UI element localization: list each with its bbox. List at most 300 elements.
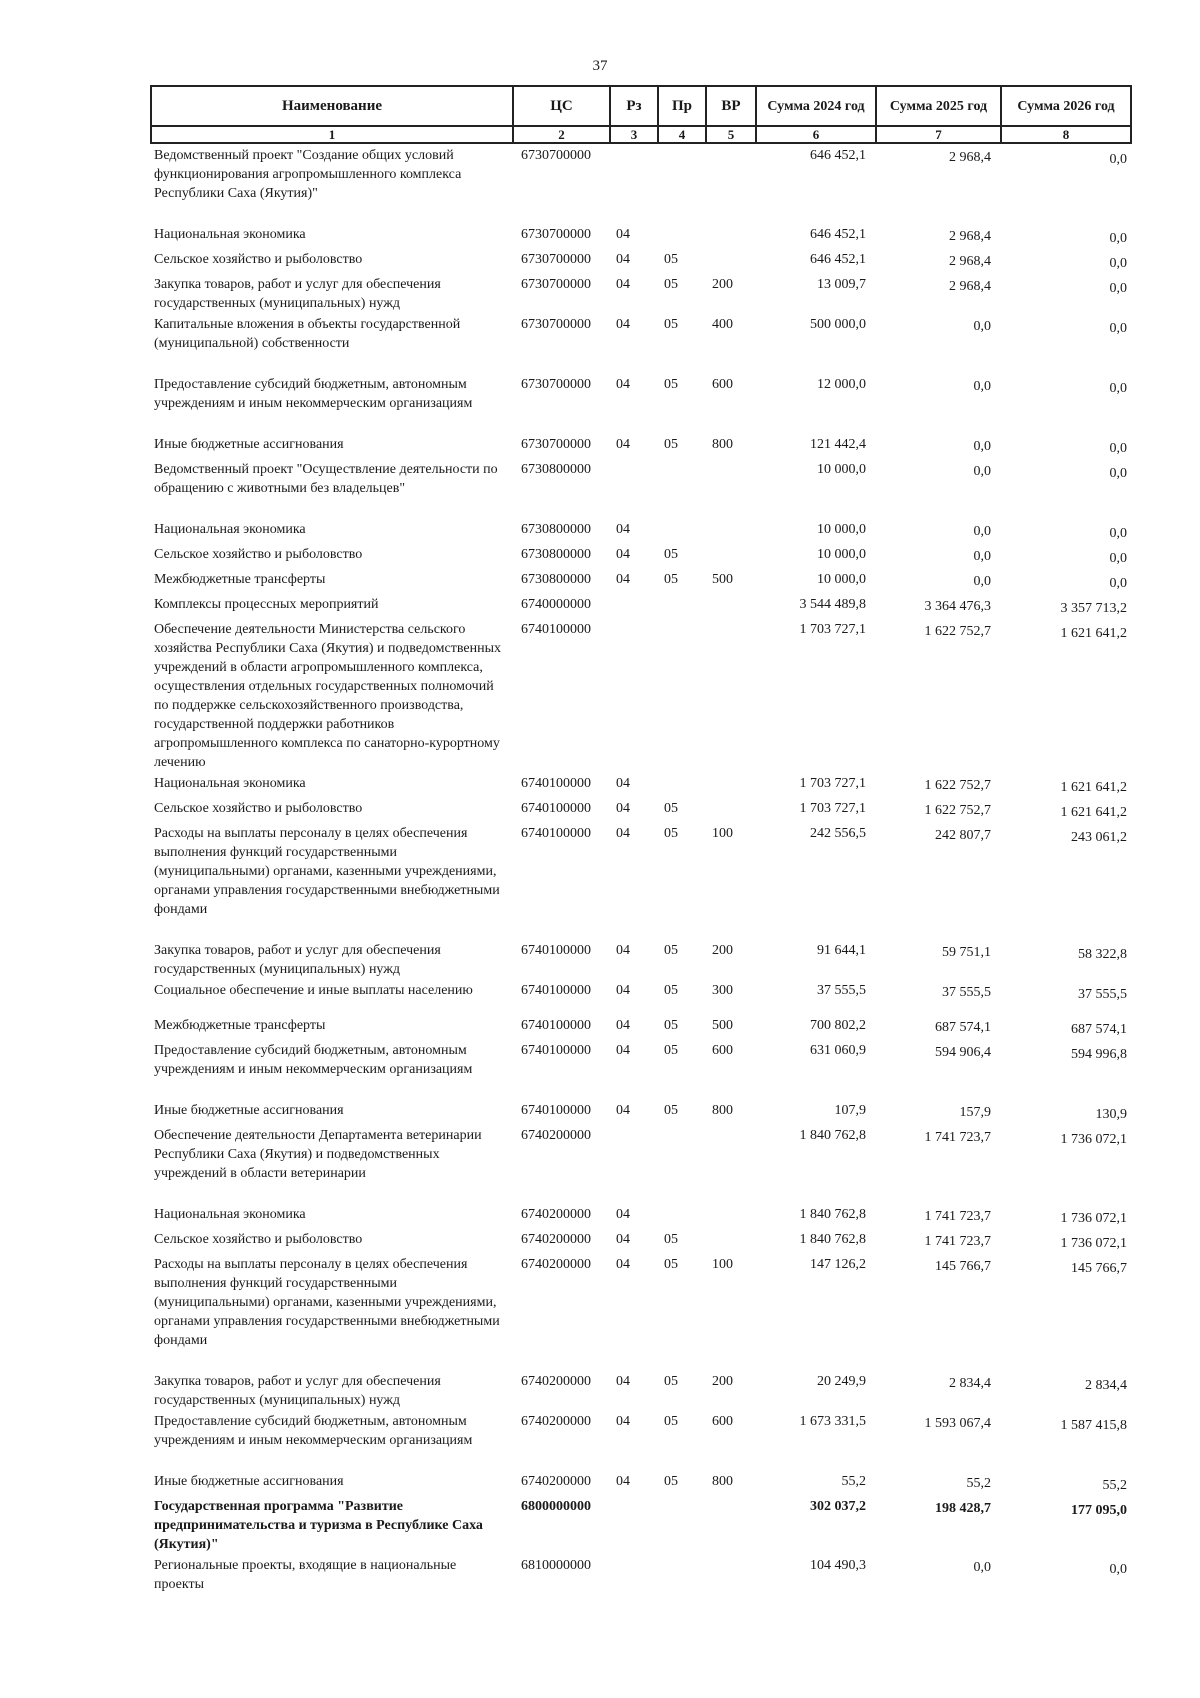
row-spacer xyxy=(151,1079,1131,1099)
row-sum-2025: 2 968,4 xyxy=(949,150,991,165)
row-sum-2024: 10 000,0 xyxy=(817,547,866,562)
row-cs: 6740200000 xyxy=(521,1474,591,1489)
row-cs: 6740200000 xyxy=(521,1207,591,1222)
column-number: 7 xyxy=(876,126,1001,143)
row-pr xyxy=(658,618,706,772)
row-sum-2026: 0,0 xyxy=(1109,526,1127,541)
row-pr: 05 xyxy=(664,437,678,452)
table-row xyxy=(151,1014,1131,1039)
row-sum-2024: 121 442,4 xyxy=(810,437,866,452)
row-vr: 100 xyxy=(712,1257,733,1272)
row-sum-2024: 242 556,5 xyxy=(810,826,866,841)
row-cs: 6730700000 xyxy=(521,227,591,242)
row-name: Обеспечение деятельности Департамента ветеринарии Республики Саха (Якутия) и подведомственных учреждений в области ветеринарии xyxy=(154,1128,482,1181)
row-sum-2026: 2 834,4 xyxy=(1085,1378,1127,1393)
row-rz xyxy=(610,1495,658,1554)
row-sum-2024: 646 452,1 xyxy=(810,148,866,163)
row-rz xyxy=(610,458,658,498)
row-sum-2024: 1 703 727,1 xyxy=(799,622,866,637)
row-vr xyxy=(706,1203,756,1228)
row-pr: 05 xyxy=(664,317,678,332)
row-pr xyxy=(658,1554,706,1594)
row-rz: 04 xyxy=(616,277,630,292)
row-spacer xyxy=(151,413,1131,433)
row-rz xyxy=(610,618,658,772)
row-spacer xyxy=(151,1183,1131,1203)
row-vr: 400 xyxy=(712,317,733,332)
table-row xyxy=(151,1099,1131,1124)
row-name: Иные бюджетные ассигнования xyxy=(154,1474,344,1489)
row-vr xyxy=(706,1554,756,1594)
header-sum-2024: Сумма 2024 год xyxy=(756,86,876,126)
table-row xyxy=(151,1253,1131,1350)
row-sum-2024: 1 703 727,1 xyxy=(799,801,866,816)
row-cs: 6810000000 xyxy=(521,1558,591,1573)
row-name: Национальная экономика xyxy=(154,227,306,242)
row-sum-2026: 0,0 xyxy=(1109,576,1127,591)
row-cs: 6740200000 xyxy=(521,1257,591,1272)
row-pr: 05 xyxy=(664,1257,678,1272)
table-row xyxy=(151,433,1131,458)
row-vr xyxy=(706,593,756,618)
row-rz: 04 xyxy=(616,1207,630,1222)
row-vr: 200 xyxy=(712,1374,733,1389)
column-number: 1 xyxy=(151,126,513,143)
row-sum-2025: 55,2 xyxy=(966,1476,991,1491)
row-sum-2026: 1 736 072,1 xyxy=(1060,1211,1127,1226)
row-spacer xyxy=(151,203,1131,223)
table-row xyxy=(151,248,1131,273)
row-sum-2026: 3 357 713,2 xyxy=(1060,601,1127,616)
row-sum-2024: 10 000,0 xyxy=(817,462,866,477)
column-number: 2 xyxy=(513,126,610,143)
table-row xyxy=(151,593,1131,618)
row-vr: 500 xyxy=(712,1018,733,1033)
row-sum-2026: 594 996,8 xyxy=(1071,1047,1127,1062)
row-cs: 6740100000 xyxy=(521,1043,591,1058)
row-cs: 6740000000 xyxy=(521,597,591,612)
row-pr: 05 xyxy=(664,943,678,958)
row-sum-2026: 0,0 xyxy=(1109,256,1127,271)
row-sum-2026: 130,9 xyxy=(1095,1107,1127,1122)
row-sum-2025: 0,0 xyxy=(973,549,991,564)
table-row xyxy=(151,1410,1131,1450)
row-cs: 6740100000 xyxy=(521,943,591,958)
table-row xyxy=(151,543,1131,568)
row-vr: 200 xyxy=(712,277,733,292)
row-vr xyxy=(706,248,756,273)
header-name: Наименование xyxy=(151,86,513,126)
table-row xyxy=(151,1554,1131,1594)
row-rz: 04 xyxy=(616,547,630,562)
row-name: Капитальные вложения в объекты государственной (муниципальной) собственности xyxy=(154,317,461,351)
row-sum-2025: 687 574,1 xyxy=(935,1020,991,1035)
row-sum-2026: 0,0 xyxy=(1109,1562,1127,1577)
table-row xyxy=(151,313,1131,353)
row-sum-2026: 58 322,8 xyxy=(1078,947,1127,962)
row-pr: 05 xyxy=(664,1043,678,1058)
row-pr: 05 xyxy=(664,252,678,267)
page-number: 37 xyxy=(592,58,608,74)
row-vr xyxy=(706,543,756,568)
row-sum-2025: 242 807,7 xyxy=(935,828,991,843)
row-name: Иные бюджетные ассигнования xyxy=(154,437,344,452)
row-sum-2025: 0,0 xyxy=(973,574,991,589)
row-sum-2024: 13 009,7 xyxy=(817,277,866,292)
row-sum-2024: 55,2 xyxy=(841,1474,866,1489)
row-sum-2025: 1 622 752,7 xyxy=(924,803,991,818)
row-sum-2026: 0,0 xyxy=(1109,152,1127,167)
row-sum-2026: 0,0 xyxy=(1109,281,1127,296)
table-body xyxy=(151,143,1131,1594)
table-row xyxy=(151,979,1131,1004)
row-sum-2026: 1 736 072,1 xyxy=(1060,1236,1127,1251)
row-name: Сельское хозяйство и рыболовство xyxy=(154,1232,363,1247)
row-sum-2025: 1 741 723,7 xyxy=(924,1209,991,1224)
row-vr xyxy=(706,458,756,498)
row-sum-2024: 1 840 762,8 xyxy=(799,1128,866,1143)
row-cs: 6740200000 xyxy=(521,1374,591,1389)
table-row xyxy=(151,458,1131,498)
row-sum-2026: 0,0 xyxy=(1109,441,1127,456)
row-vr xyxy=(706,797,756,822)
row-cs: 6730800000 xyxy=(521,462,591,477)
row-sum-2024: 12 000,0 xyxy=(817,377,866,392)
row-name: Межбюджетные трансферты xyxy=(154,1018,326,1033)
row-rz: 04 xyxy=(616,1232,630,1247)
row-sum-2026: 0,0 xyxy=(1109,381,1127,396)
row-rz: 04 xyxy=(616,1374,630,1389)
row-name: Национальная экономика xyxy=(154,776,306,791)
table-row xyxy=(151,1039,1131,1079)
row-sum-2024: 1 703 727,1 xyxy=(799,776,866,791)
row-cs: 6740100000 xyxy=(521,801,591,816)
header-sum-2025: Сумма 2025 год xyxy=(876,86,1001,126)
row-sum-2025: 0,0 xyxy=(973,524,991,539)
table-row xyxy=(151,1124,1131,1183)
row-name: Ведомственный проект "Осуществление деятельности по обращению с животными без владельцев" xyxy=(154,462,498,496)
row-sum-2026: 1 621 641,2 xyxy=(1060,626,1127,641)
row-sum-2026: 1 621 641,2 xyxy=(1060,780,1127,795)
row-sum-2025: 37 555,5 xyxy=(942,985,991,1000)
row-rz: 04 xyxy=(616,1474,630,1489)
row-cs: 6730700000 xyxy=(521,148,591,163)
row-sum-2024: 631 060,9 xyxy=(810,1043,866,1058)
row-cs: 6740100000 xyxy=(521,1018,591,1033)
table-row xyxy=(151,273,1131,313)
row-vr xyxy=(706,518,756,543)
row-rz xyxy=(610,1124,658,1183)
row-sum-2025: 2 834,4 xyxy=(949,1376,991,1391)
row-sum-2026: 1 621 641,2 xyxy=(1060,805,1127,820)
row-name: Закупка товаров, работ и услуг для обеспечения государственных (муниципальных) нужд xyxy=(154,1374,441,1408)
table-row xyxy=(151,143,1131,203)
header-vr: ВР xyxy=(706,86,756,126)
row-pr: 05 xyxy=(664,1374,678,1389)
row-pr xyxy=(658,772,706,797)
row-sum-2026: 37 555,5 xyxy=(1078,987,1127,1002)
table-row xyxy=(151,373,1131,413)
row-name: Национальная экономика xyxy=(154,1207,306,1222)
table-row xyxy=(151,797,1131,822)
row-sum-2024: 700 802,2 xyxy=(810,1018,866,1033)
row-cs: 6730700000 xyxy=(521,252,591,267)
row-sum-2026: 1 736 072,1 xyxy=(1060,1132,1127,1147)
row-sum-2025: 3 364 476,3 xyxy=(924,599,991,614)
row-name: Сельское хозяйство и рыболовство xyxy=(154,547,363,562)
row-sum-2024: 646 452,1 xyxy=(810,252,866,267)
row-sum-2025: 1 593 067,4 xyxy=(924,1416,991,1431)
row-sum-2026: 0,0 xyxy=(1109,321,1127,336)
row-name: Межбюджетные трансферты xyxy=(154,572,326,587)
row-sum-2025: 1 741 723,7 xyxy=(924,1234,991,1249)
row-cs: 6730800000 xyxy=(521,522,591,537)
row-sum-2025: 2 968,4 xyxy=(949,254,991,269)
row-sum-2026: 1 587 415,8 xyxy=(1060,1418,1127,1433)
row-vr: 800 xyxy=(712,437,733,452)
table-row xyxy=(151,1495,1131,1554)
row-cs: 6740200000 xyxy=(521,1414,591,1429)
row-sum-2025: 0,0 xyxy=(973,464,991,479)
row-cs: 6730800000 xyxy=(521,547,591,562)
row-rz: 04 xyxy=(616,1414,630,1429)
row-sum-2024: 1 673 331,5 xyxy=(799,1414,866,1429)
row-pr: 05 xyxy=(664,983,678,998)
budget-table xyxy=(150,85,1132,1594)
row-sum-2025: 0,0 xyxy=(973,319,991,334)
row-cs: 6740100000 xyxy=(521,622,591,637)
row-rz: 04 xyxy=(616,826,630,841)
table-row xyxy=(151,1228,1131,1253)
row-cs: 6740100000 xyxy=(521,776,591,791)
row-sum-2025: 1 741 723,7 xyxy=(924,1130,991,1145)
row-sum-2025: 198 428,7 xyxy=(935,1501,991,1516)
row-rz: 04 xyxy=(616,801,630,816)
row-sum-2026: 177 095,0 xyxy=(1071,1503,1127,1518)
row-vr xyxy=(706,143,756,203)
row-cs: 6730700000 xyxy=(521,377,591,392)
row-pr xyxy=(658,1203,706,1228)
row-name: Сельское хозяйство и рыболовство xyxy=(154,801,363,816)
row-vr: 600 xyxy=(712,377,733,392)
table-row xyxy=(151,568,1131,593)
table-row xyxy=(151,618,1131,772)
row-cs: 6740100000 xyxy=(521,983,591,998)
row-vr xyxy=(706,1495,756,1554)
row-rz: 04 xyxy=(616,1018,630,1033)
table-row xyxy=(151,1203,1131,1228)
row-cs: 6730700000 xyxy=(521,317,591,332)
row-pr: 05 xyxy=(664,1232,678,1247)
row-rz: 04 xyxy=(616,943,630,958)
table-row xyxy=(151,822,1131,919)
row-pr xyxy=(658,1124,706,1183)
row-rz: 04 xyxy=(616,1257,630,1272)
row-rz: 04 xyxy=(616,572,630,587)
column-number: 6 xyxy=(756,126,876,143)
row-sum-2024: 104 490,3 xyxy=(810,1558,866,1573)
row-pr: 05 xyxy=(664,1018,678,1033)
row-sum-2024: 10 000,0 xyxy=(817,572,866,587)
row-rz: 04 xyxy=(616,522,630,537)
row-pr: 05 xyxy=(664,1414,678,1429)
row-rz: 04 xyxy=(616,1103,630,1118)
row-rz: 04 xyxy=(616,776,630,791)
row-name: Сельское хозяйство и рыболовство xyxy=(154,252,363,267)
row-sum-2026: 0,0 xyxy=(1109,551,1127,566)
row-cs: 6800000000 xyxy=(521,1499,591,1514)
row-pr: 05 xyxy=(664,377,678,392)
row-name: Комплексы процессных мероприятий xyxy=(154,597,379,612)
row-rz xyxy=(610,1554,658,1594)
row-sum-2025: 59 751,1 xyxy=(942,945,991,960)
row-vr xyxy=(706,223,756,248)
row-vr: 600 xyxy=(712,1414,733,1429)
row-vr: 200 xyxy=(712,943,733,958)
row-sum-2026: 687 574,1 xyxy=(1071,1022,1127,1037)
header-rz: Рз xyxy=(610,86,658,126)
row-name: Расходы на выплаты персоналу в целях обеспечения выполнения функций государственными (муниципальными) органами, казенными учреждениями, органами управления государственными внебюджетными фондами xyxy=(154,826,500,917)
column-number-row xyxy=(151,126,1131,143)
header-cs: ЦС xyxy=(513,86,610,126)
row-cs: 6740100000 xyxy=(521,826,591,841)
row-rz xyxy=(610,143,658,203)
row-pr: 05 xyxy=(664,1474,678,1489)
row-pr: 05 xyxy=(664,801,678,816)
row-name: Предоставление субсидий бюджетным, автономным учреждениям и иным некоммерческим организациям xyxy=(154,1414,473,1448)
row-sum-2026: 0,0 xyxy=(1109,231,1127,246)
row-pr xyxy=(658,1495,706,1554)
row-name: Ведомственный проект "Создание общих условий функционирования агропромышленного комплекса Республики Саха (Якутия)" xyxy=(154,148,462,201)
row-vr: 600 xyxy=(712,1043,733,1058)
row-pr: 05 xyxy=(664,826,678,841)
row-vr xyxy=(706,772,756,797)
row-pr xyxy=(658,458,706,498)
row-name: Иные бюджетные ассигнования xyxy=(154,1103,344,1118)
row-spacer xyxy=(151,919,1131,939)
row-sum-2024: 302 037,2 xyxy=(810,1499,866,1514)
row-spacer xyxy=(151,1350,1131,1370)
row-sum-2025: 594 906,4 xyxy=(935,1045,991,1060)
row-sum-2026: 145 766,7 xyxy=(1071,1261,1127,1276)
row-name: Предоставление субсидий бюджетным, автономным учреждениям и иным некоммерческим организациям xyxy=(154,377,473,411)
column-number: 8 xyxy=(1001,126,1131,143)
table-row xyxy=(151,1470,1131,1495)
row-sum-2025: 0,0 xyxy=(973,1560,991,1575)
row-rz: 04 xyxy=(616,317,630,332)
row-name: Расходы на выплаты персоналу в целях обеспечения выполнения функций государственными (муниципальными) органами, казенными учреждениями, органами управления государственными внебюджетными фондами xyxy=(154,1257,500,1348)
row-cs: 6730700000 xyxy=(521,277,591,292)
row-vr: 500 xyxy=(712,572,733,587)
header-row xyxy=(151,86,1131,126)
row-sum-2025: 1 622 752,7 xyxy=(924,778,991,793)
row-name: Национальная экономика xyxy=(154,522,306,537)
table-row xyxy=(151,772,1131,797)
row-sum-2025: 0,0 xyxy=(973,439,991,454)
row-pr: 05 xyxy=(664,547,678,562)
row-sum-2025: 2 968,4 xyxy=(949,279,991,294)
row-vr xyxy=(706,618,756,772)
row-sum-2025: 0,0 xyxy=(973,379,991,394)
row-vr: 800 xyxy=(712,1474,733,1489)
row-vr xyxy=(706,1228,756,1253)
row-name: Предоставление субсидий бюджетным, автономным учреждениям и иным некоммерческим организациям xyxy=(154,1043,473,1077)
row-rz: 04 xyxy=(616,437,630,452)
row-name: Закупка товаров, работ и услуг для обеспечения государственных (муниципальных) нужд xyxy=(154,943,441,977)
row-sum-2024: 91 644,1 xyxy=(817,943,866,958)
row-pr xyxy=(658,143,706,203)
row-vr: 800 xyxy=(712,1103,733,1118)
row-sum-2024: 500 000,0 xyxy=(810,317,866,332)
row-pr: 05 xyxy=(664,572,678,587)
row-sum-2024: 147 126,2 xyxy=(810,1257,866,1272)
column-number: 4 xyxy=(658,126,706,143)
row-sum-2026: 243 061,2 xyxy=(1071,830,1127,845)
row-cs: 6740200000 xyxy=(521,1128,591,1143)
row-rz: 04 xyxy=(616,983,630,998)
column-number: 3 xyxy=(610,126,658,143)
row-name: Государственная программа "Развитие предпринимательства и туризма в Республике Саха (Якутия)" xyxy=(154,1499,483,1552)
row-name: Закупка товаров, работ и услуг для обеспечения государственных (муниципальных) нужд xyxy=(154,277,441,311)
table-row xyxy=(151,939,1131,979)
row-sum-2026: 0,0 xyxy=(1109,466,1127,481)
row-spacer xyxy=(151,353,1131,373)
row-vr xyxy=(706,1124,756,1183)
row-pr: 05 xyxy=(664,277,678,292)
row-sum-2024: 37 555,5 xyxy=(817,983,866,998)
row-cs: 6740200000 xyxy=(521,1232,591,1247)
row-sum-2024: 107,9 xyxy=(834,1103,866,1118)
row-cs: 6730800000 xyxy=(521,572,591,587)
row-name: Обеспечение деятельности Министерства сельского хозяйства Республики Саха (Якутия) и подведомственных учреждений в области агропромышленного комплекса, осуществления отдельных государственных полномочий по поддержке сельскохозяйственного производства, государственной поддержки работников агропромышленного комплекса по санаторно-курортному лечению xyxy=(154,622,501,770)
row-pr xyxy=(658,593,706,618)
row-sum-2025: 145 766,7 xyxy=(935,1259,991,1274)
row-sum-2024: 646 452,1 xyxy=(810,227,866,242)
header-sum-2026: Сумма 2026 год xyxy=(1001,86,1131,126)
row-sum-2026: 55,2 xyxy=(1102,1478,1127,1493)
row-sum-2025: 2 968,4 xyxy=(949,229,991,244)
row-sum-2025: 157,9 xyxy=(959,1105,991,1120)
row-name: Социальное обеспечение и иные выплаты населению xyxy=(154,983,473,998)
row-rz: 04 xyxy=(616,227,630,242)
table-row xyxy=(151,1370,1131,1410)
row-pr xyxy=(658,518,706,543)
row-spacer xyxy=(151,498,1131,518)
row-rz: 04 xyxy=(616,1043,630,1058)
row-cs: 6730700000 xyxy=(521,437,591,452)
row-sum-2024: 10 000,0 xyxy=(817,522,866,537)
row-cs: 6740100000 xyxy=(521,1103,591,1118)
row-sum-2024: 1 840 762,8 xyxy=(799,1232,866,1247)
table-row xyxy=(151,223,1131,248)
row-name: Региональные проекты, входящие в национальные проекты xyxy=(154,1558,457,1592)
table-row xyxy=(151,518,1131,543)
row-pr xyxy=(658,223,706,248)
row-pr: 05 xyxy=(664,1103,678,1118)
row-sum-2024: 20 249,9 xyxy=(817,1374,866,1389)
row-rz xyxy=(610,593,658,618)
row-sum-2025: 1 622 752,7 xyxy=(924,624,991,639)
row-rz: 04 xyxy=(616,377,630,392)
header-pr: Пр xyxy=(658,86,706,126)
row-sum-2024: 1 840 762,8 xyxy=(799,1207,866,1222)
row-vr: 100 xyxy=(712,826,733,841)
row-sum-2024: 3 544 489,8 xyxy=(799,597,866,612)
row-rz: 04 xyxy=(616,252,630,267)
row-spacer xyxy=(151,1450,1131,1470)
row-vr: 300 xyxy=(712,983,733,998)
row-spacer xyxy=(151,1004,1131,1014)
